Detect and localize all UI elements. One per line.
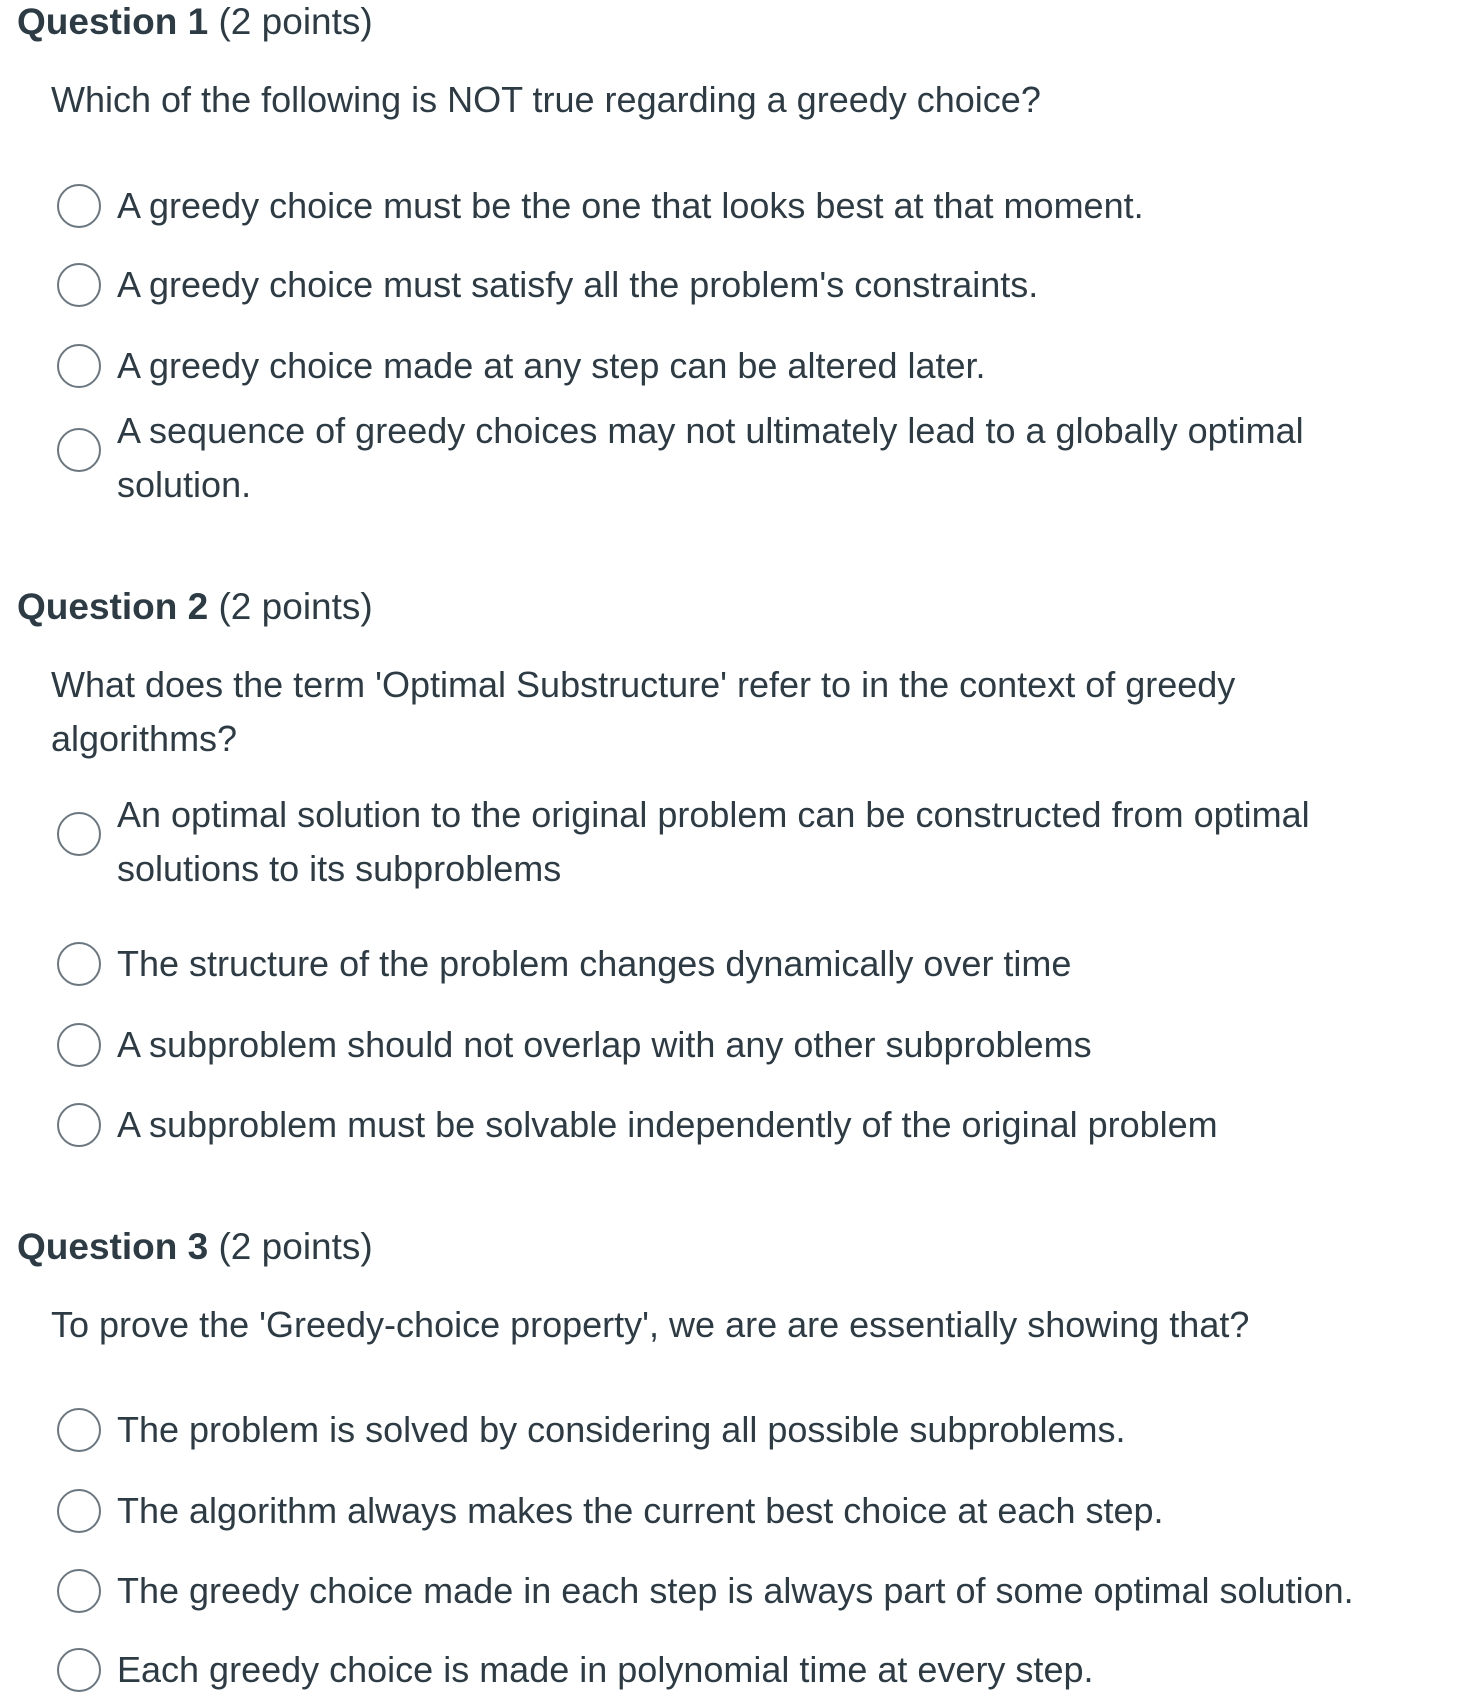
question-points: (2 points) [218,1226,373,1267]
answer-label: The greedy choice made in each step is always part of some optimal solution. [117,1570,1354,1611]
answer-label: The structure of the problem changes dynamically over time [117,943,1072,984]
question-prompt: What does the term 'Optimal Substructure' refer to in the context of greedy algorithms? [51,664,1236,759]
answer-label: The problem is solved by considering all possible subproblems. [117,1409,1126,1450]
answer-label: An optimal solution to the original problem can be constructed from optimal solutions to its subproblems [117,794,1310,889]
answer-option[interactable] [57,258,1447,318]
answer-option[interactable] [57,1484,1447,1544]
question-header [17,585,373,629]
question-header [17,0,373,44]
question-points: (2 points) [218,586,373,627]
radio-button[interactable] [57,1023,101,1067]
answer-option[interactable] [57,1564,1447,1624]
answer-option[interactable] [57,404,1447,512]
answer-label: A subproblem should not overlap with any other subproblems [117,1024,1092,1065]
question-prompt: Which of the following is NOT true regarding a greedy choice? [51,79,1041,120]
question-title: Question 3 [17,1226,209,1267]
answer-option[interactable] [57,1098,1447,1158]
radio-button[interactable] [57,812,101,856]
question-prompt: To prove the 'Greedy-choice property', we are are essentially showing that? [51,1304,1250,1345]
radio-button[interactable] [57,344,101,388]
answer-option[interactable] [57,1643,1447,1703]
question-title: Question 1 [17,1,209,42]
radio-button[interactable] [57,1408,101,1452]
question-title: Question 2 [17,586,209,627]
answer-option[interactable] [57,339,1447,399]
answer-label: A greedy choice must satisfy all the problem's constraints. [117,264,1039,305]
radio-button[interactable] [57,942,101,986]
radio-button[interactable] [57,1569,101,1613]
answer-option[interactable] [57,937,1447,997]
question-header [17,1225,373,1269]
answer-label: A sequence of greedy choices may not ultimately lead to a globally optimal solution. [117,410,1304,505]
radio-button[interactable] [57,1103,101,1147]
answer-label: Each greedy choice is made in polynomial time at every step. [117,1649,1094,1690]
radio-button[interactable] [57,428,101,472]
answer-label: A greedy choice must be the one that looks best at that moment. [117,185,1144,226]
answer-label: A greedy choice made at any step can be altered later. [117,345,986,386]
answer-option[interactable] [57,788,1447,896]
radio-button[interactable] [57,263,101,307]
answer-label: The algorithm always makes the current best choice at each step. [117,1490,1164,1531]
answer-option[interactable] [57,179,1447,239]
radio-button[interactable] [57,1648,101,1692]
question-points: (2 points) [218,1,373,42]
radio-button[interactable] [57,184,101,228]
answer-label: A subproblem must be solvable independently of the original problem [117,1104,1218,1145]
radio-button[interactable] [57,1489,101,1533]
answer-option[interactable] [57,1018,1447,1078]
answer-option[interactable] [57,1403,1447,1463]
